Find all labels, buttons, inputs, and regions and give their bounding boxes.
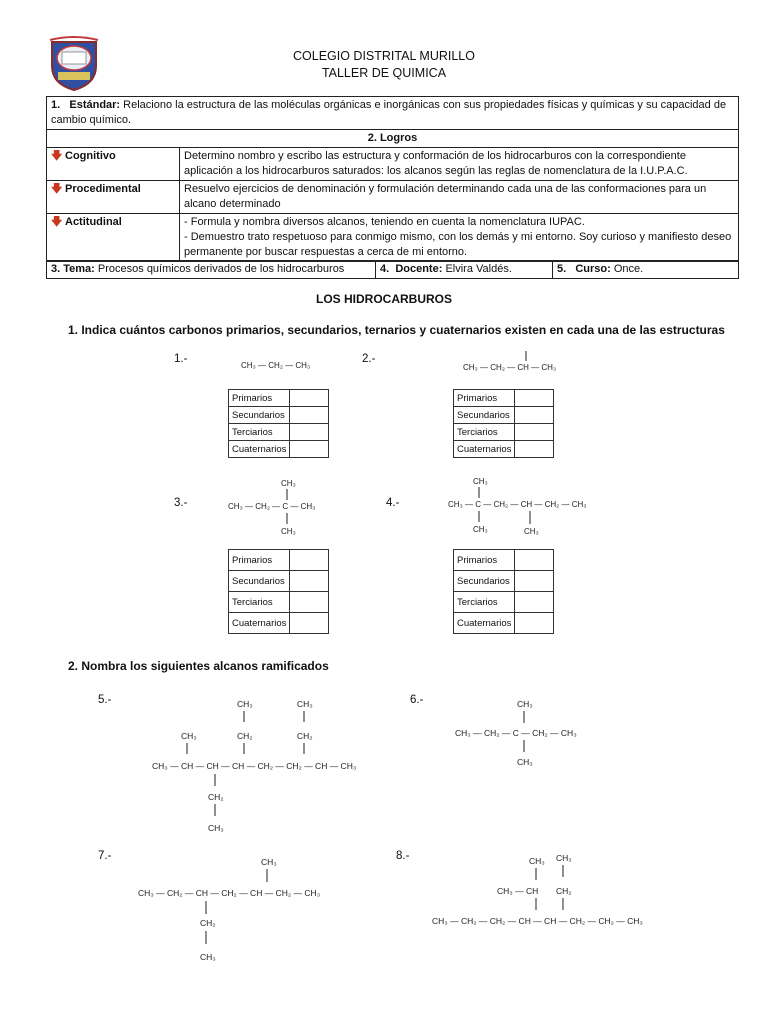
structure-5 [152,699,356,833]
exercise-number: 1.- [174,353,188,365]
svg-text:CH₃: CH₃ [237,699,253,709]
svg-text:CH₂: CH₂ [237,731,253,741]
count-answer-cell[interactable] [515,613,554,634]
svg-text:CH₃: CH₃ [517,757,533,767]
count-label: Cuaternarios [229,613,290,634]
count-answer-cell[interactable] [290,424,329,441]
count-label: Primarios [454,550,515,571]
pin-icon: 🡇 [51,216,63,228]
svg-text:CH₃ — CH: CH₃ — CH [497,886,539,896]
exercise-number: 7.- [98,850,112,862]
logro-text: Determino nombro y escribo las estructura y conformación de los hidrocarburos con la correspondiente aplicación a los hidrocarburos saturados: los alcanos según las reglas de nomenclatura de la I.U.P.A.C. [180,148,739,181]
pin-icon: 🡇 [51,183,63,195]
count-answer-cell[interactable] [290,613,329,634]
logro-label: Procedimental [65,183,141,195]
svg-text:CH₃: CH₃ [517,699,533,709]
count-label: Primarios [454,390,515,407]
count-label: Secundarios [229,571,290,592]
docente-value: Elvira Valdés. [445,263,512,275]
count-table-2 [453,389,554,458]
count-answer-cell[interactable] [515,550,554,571]
svg-text:CH₃: CH₃ [208,823,224,833]
count-answer-cell[interactable] [515,441,554,458]
count-answer-cell[interactable] [515,407,554,424]
tema-number: 3. [51,263,61,275]
tema-value: Procesos químicos derivados de los hidrocarburos [97,263,345,275]
structure-6 [455,699,577,767]
structure-2 [463,351,556,372]
count-label: Secundarios [454,571,515,592]
logro-text: Resuelvo ejercicios de denominación y formulación determinando cada una de las conformaciones para un alcano determinado [180,181,739,214]
svg-text:CH₃: CH₃ [281,527,296,536]
workshop-title: TALLER DE QUIMICA [321,66,447,80]
standard-label: Estándar: [69,99,121,111]
tema-label: Tema: [63,263,95,275]
count-answer-cell[interactable] [515,390,554,407]
count-answer-cell[interactable] [290,390,329,407]
info-row-table [46,260,739,279]
count-answer-cell[interactable] [290,407,329,424]
structures-5-8 [0,690,768,980]
svg-text:CH₃: CH₃ [529,856,545,866]
question-1: 1. Indica cuántos carbonos primarios, secundarios, ternarios y cuaternarios existen en cada una de las estructuras [68,323,725,337]
count-label: Terciarios [229,424,290,441]
count-answer-cell[interactable] [515,571,554,592]
count-answer-cell[interactable] [290,441,329,458]
standard-number: 1. [51,99,61,111]
svg-text:CH₃: CH₃ [281,479,296,488]
svg-text:CH₃ — CH₂ — CH — CH₃: CH₃ — CH₂ — CH — CH₃ [463,363,557,372]
svg-text:CH₃: CH₃ [473,525,488,534]
count-label: Cuaternarios [454,441,515,458]
count-table-4 [453,549,554,634]
exercise-number: 2.- [362,353,376,365]
count-label: Primarios [229,390,290,407]
svg-text:CH₃: CH₃ [556,853,572,863]
standard-cell [47,97,739,130]
docente-label: Docente: [395,263,443,275]
curso-number: 5. [557,263,567,275]
pin-icon: 🡇 [51,150,63,162]
count-answer-cell[interactable] [290,550,329,571]
count-label: Secundarios [454,407,515,424]
svg-text:CH₃ — CH₂ — CH — CH₂ — CH — CH: CH₃ — CH₂ — CH — CH₂ — CH — CH₂ — CH₃ [138,888,321,898]
logros-heading: 2. Logros [47,130,739,148]
svg-text:CH₃: CH₃ [524,527,539,536]
structure-3 [228,479,315,536]
svg-text:CH₃: CH₃ [200,952,216,962]
structure-8 [432,853,643,926]
count-label: Terciarios [454,592,515,613]
docente-number: 4. [380,263,390,275]
logro-row [47,214,739,262]
exercise-number: 3.- [174,497,188,509]
structure-4 [448,477,587,536]
svg-text:CH₂: CH₂ [200,918,216,928]
count-answer-cell[interactable] [515,592,554,613]
count-table-3 [228,549,329,634]
exercise-number: 8.- [396,850,410,862]
logro-row [47,148,739,181]
logro-label: Cognitivo [65,150,116,162]
svg-text:CH₃ — CH₂ — CH₂ — CH — CH — CH: CH₃ — CH₂ — CH₂ — CH — CH — CH₂ — CH₂ — CH₃ [432,916,643,926]
svg-text:CH₃: CH₃ [473,477,488,486]
svg-text:CH₃: CH₃ [297,699,313,709]
curso-value: Once. [613,263,644,275]
exercise-number: 4.- [386,497,400,509]
standards-table [46,96,739,262]
svg-text:CH₃ — CH₂ — CH₃: CH₃ — CH₂ — CH₃ [241,361,311,370]
count-label: Cuaternarios [454,613,515,634]
count-label: Primarios [229,550,290,571]
standard-text: Relaciono la estructura de las moléculas orgánicas e inorgánicas con sus propiedades físicas y químicas y su capacidad de cambio químico. [51,99,727,126]
count-table-1 [228,389,329,458]
exercise-number: 6.- [410,694,424,706]
exercise-number: 5.- [98,694,112,706]
logro-label: Actitudinal [65,216,122,228]
structure-1 [241,361,310,370]
count-answer-cell[interactable] [515,424,554,441]
curso-label: Curso: [575,263,611,275]
count-label: Terciarios [454,424,515,441]
svg-text:CH₃: CH₃ [261,857,277,867]
structures-1-4 [0,340,768,540]
count-label: Secundarios [229,407,290,424]
count-answer-cell[interactable] [290,571,329,592]
count-answer-cell[interactable] [290,592,329,613]
svg-text:CH₃ — CH — CH — CH — CH₂ — CH₂: CH₃ — CH — CH — CH — CH₂ — CH₂ — CH — CH₃ [152,761,357,771]
count-label: Cuaternarios [229,441,290,458]
svg-text:CH₂: CH₂ [208,792,224,802]
svg-text:CH₃ — CH₂ — C — CH₂ — CH₃: CH₃ — CH₂ — C — CH₂ — CH₃ [455,728,577,738]
svg-text:CH₃ — C — CH₂ — CH — CH₂ — CH₃: CH₃ — C — CH₂ — CH — CH₂ — CH₃ [448,500,587,509]
logro-row [47,181,739,214]
structure-7 [138,857,320,962]
svg-text:CH₃ — CH₂ — C — CH₃: CH₃ — CH₂ — C — CH₃ [228,502,316,511]
main-title: LOS HIDROCARBUROS [315,292,452,306]
school-name: COLEGIO DISTRITAL MURILLO [293,49,475,63]
svg-text:CH₂: CH₂ [556,886,572,896]
school-logo [48,36,100,92]
svg-text:CH₃: CH₃ [181,731,197,741]
count-label: Terciarios [229,592,290,613]
svg-text:CH₂: CH₂ [297,731,313,741]
question-2: 2. Nombra los siguientes alcanos ramificados [68,659,329,673]
logro-text: - Formula y nombra diversos alcanos, teniendo en cuenta la nomenclatura IUPAC. - Demuestro trato respetuoso para conmigo mismo, con los demás y mi entorno. Soy curioso y manifiesto deseo permanente por buscar respuestas a cerca de mi entorno. [180,214,739,262]
